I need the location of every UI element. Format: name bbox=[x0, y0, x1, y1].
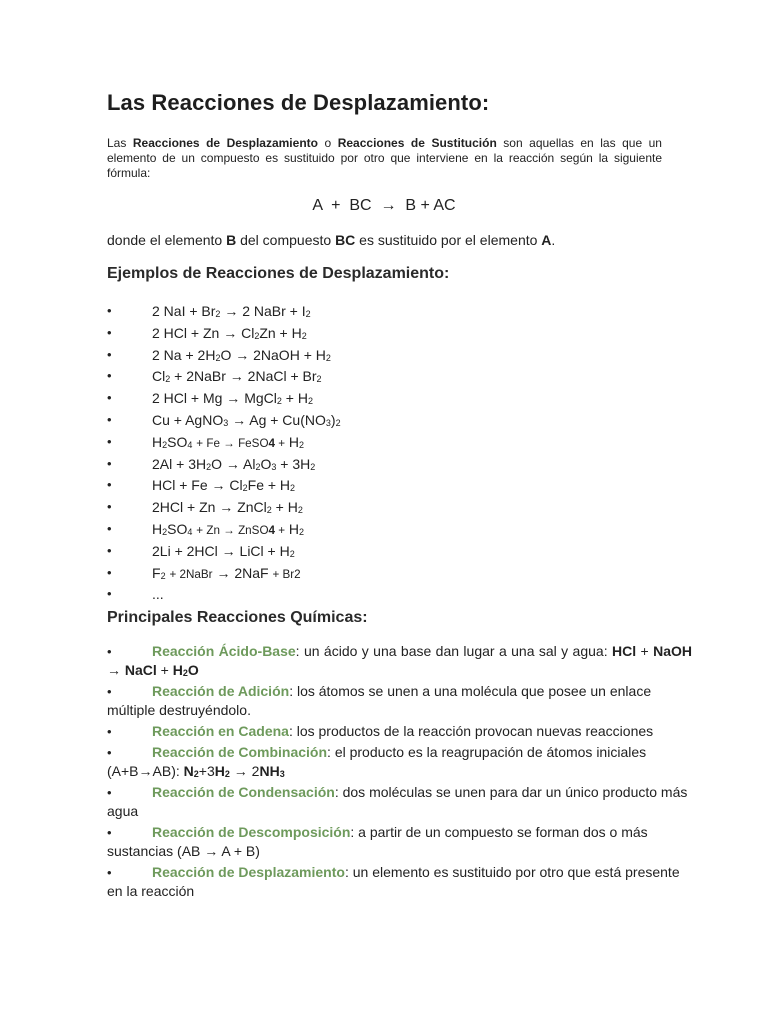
reaction-description: : el producto es la reagrupación de átomos iniciales (A+B→AB): $N_2+3H_2 \to 2NH_3$ bbox=[107, 744, 647, 779]
bullet-icon: • bbox=[107, 586, 112, 602]
example-equation: $H_2SO_4 + Fe$ → FeSO4 + $H_2$ bbox=[152, 433, 305, 450]
bullet-icon: • bbox=[107, 825, 112, 840]
bullet-icon: • bbox=[107, 684, 112, 699]
intro-paragraph bbox=[107, 136, 662, 181]
example-equation: 2 NaI + $Br_2 \to 2$ NaBr + $I_2$ bbox=[152, 303, 311, 319]
bullet-icon: • bbox=[107, 368, 112, 384]
reaction-item bbox=[107, 682, 692, 720]
reactions-heading: Principales Reacciones Químicas: bbox=[107, 609, 368, 626]
example-equation: $H_2SO_4 + Zn$ → ZnSO4 + $H_2$ bbox=[152, 520, 305, 537]
bullet-icon: • bbox=[107, 865, 112, 880]
example-equation: 2 $Na + 2H_2O$ → 2NaOH + $H_2$ bbox=[152, 346, 331, 363]
reactions-list bbox=[107, 642, 692, 903]
bullet-icon: • bbox=[107, 324, 112, 340]
example-equation: $2Al + 3H_2O \to Al_2O_3 + 3H_2$ bbox=[152, 455, 316, 472]
example-equation: HCl + $Fe \to Cl_2Fe + H_2$ bbox=[152, 477, 296, 494]
intro-prefix: Las bbox=[107, 136, 127, 150]
reaction-description: : a partir de un compuesto se forman dos o más sustancias (AB → A + B) bbox=[107, 824, 648, 859]
example-equation: Cu + AgNO$_3$ → $Ag + Cu(NO_3)_2$ bbox=[152, 411, 341, 428]
reaction-term: Reacción de Descomposición bbox=[152, 824, 351, 840]
bullet-icon: • bbox=[107, 520, 112, 536]
intro-term-desplazamiento: Reacciones de Desplazamiento bbox=[132, 136, 318, 150]
reaction-item bbox=[107, 642, 692, 680]
intro-connector: o bbox=[324, 136, 332, 150]
example-equation: 2 HCl + $Zn \to Cl_2Zn + H_2$ bbox=[152, 324, 307, 341]
reaction-description: : un elemento es sustituido por otro que está presente en la reacción bbox=[107, 864, 680, 899]
formula-explanation: donde el elemento B del compuesto BC es sustituido por el elemento A. bbox=[107, 232, 556, 248]
example-equation: $Cl_2$ + 2NaBr → 2NaCl + $Br_2$ bbox=[152, 368, 322, 385]
reaction-description: : un ácido y una base dan lugar a una sal y agua: HCl + NaOH → NaCl + $H_2O$ bbox=[107, 643, 692, 678]
reaction-item bbox=[107, 823, 692, 861]
examples-heading: Ejemplos de Reacciones de Desplazamiento: bbox=[107, 265, 450, 282]
bullet-icon: • bbox=[107, 499, 112, 515]
bullet-icon: • bbox=[107, 303, 112, 318]
example-equation: 2Li + 2HCl → LiCl + $H_2$ bbox=[152, 542, 295, 559]
example-equation: 2HCl + Zn → ZnCl$_2$ + $H_2$ bbox=[152, 499, 303, 516]
bullet-icon: • bbox=[107, 455, 112, 471]
bullet-icon: • bbox=[107, 564, 112, 580]
reaction-term: Reacción de Combinación bbox=[152, 744, 328, 760]
intro-term-sustitucion: Reacciones de Sustitución bbox=[337, 136, 497, 150]
reaction-item bbox=[107, 743, 692, 781]
reaction-item bbox=[107, 722, 692, 741]
bullet-icon: • bbox=[107, 433, 112, 449]
bullet-icon: • bbox=[107, 785, 112, 800]
example-equation: ... bbox=[152, 586, 164, 603]
reaction-term: Reacción en Cadena bbox=[152, 723, 289, 739]
reaction-term: Reacción de Adición bbox=[152, 683, 290, 699]
reaction-description: : los productos de la reacción provocan nuevas reacciones bbox=[288, 723, 654, 739]
reaction-term: Reacción Ácido-Base bbox=[152, 643, 296, 659]
page-title: Las Reacciones de Desplazamiento: bbox=[107, 90, 490, 115]
bullet-icon: • bbox=[107, 477, 112, 493]
example-equation: 2 HCl + Mg → MgCl$_2$ + $H_2$ bbox=[152, 390, 313, 407]
example-equation: $F_2$ + 2NaBr → 2NaF + Br2 bbox=[152, 564, 301, 581]
reaction-term: Reacción de Condensación bbox=[152, 784, 335, 800]
bullet-icon: • bbox=[107, 542, 112, 558]
reaction-description: : dos moléculas se unen para dar un único producto más agua bbox=[107, 784, 688, 819]
reaction-term: Reacción de Desplazamiento bbox=[152, 864, 345, 880]
bullet-icon: • bbox=[107, 346, 112, 362]
reaction-description: : los átomos se unen a una molécula que posee un enlace múltiple destruyéndolo. bbox=[107, 683, 652, 718]
bullet-icon: • bbox=[107, 724, 112, 739]
reaction-item bbox=[107, 783, 692, 821]
bullet-icon: • bbox=[107, 411, 112, 427]
bullet-icon: • bbox=[107, 745, 112, 760]
general-formula: A + BC → B + AC bbox=[312, 197, 456, 214]
bullet-icon: • bbox=[107, 390, 112, 406]
intro-rest: son aquellas en las que un elemento de un compuesto es sustituido por otro que interviene en la reacción según la siguiente fórmula: bbox=[107, 136, 662, 180]
bullet-icon: • bbox=[107, 644, 112, 659]
reaction-item bbox=[107, 863, 692, 901]
